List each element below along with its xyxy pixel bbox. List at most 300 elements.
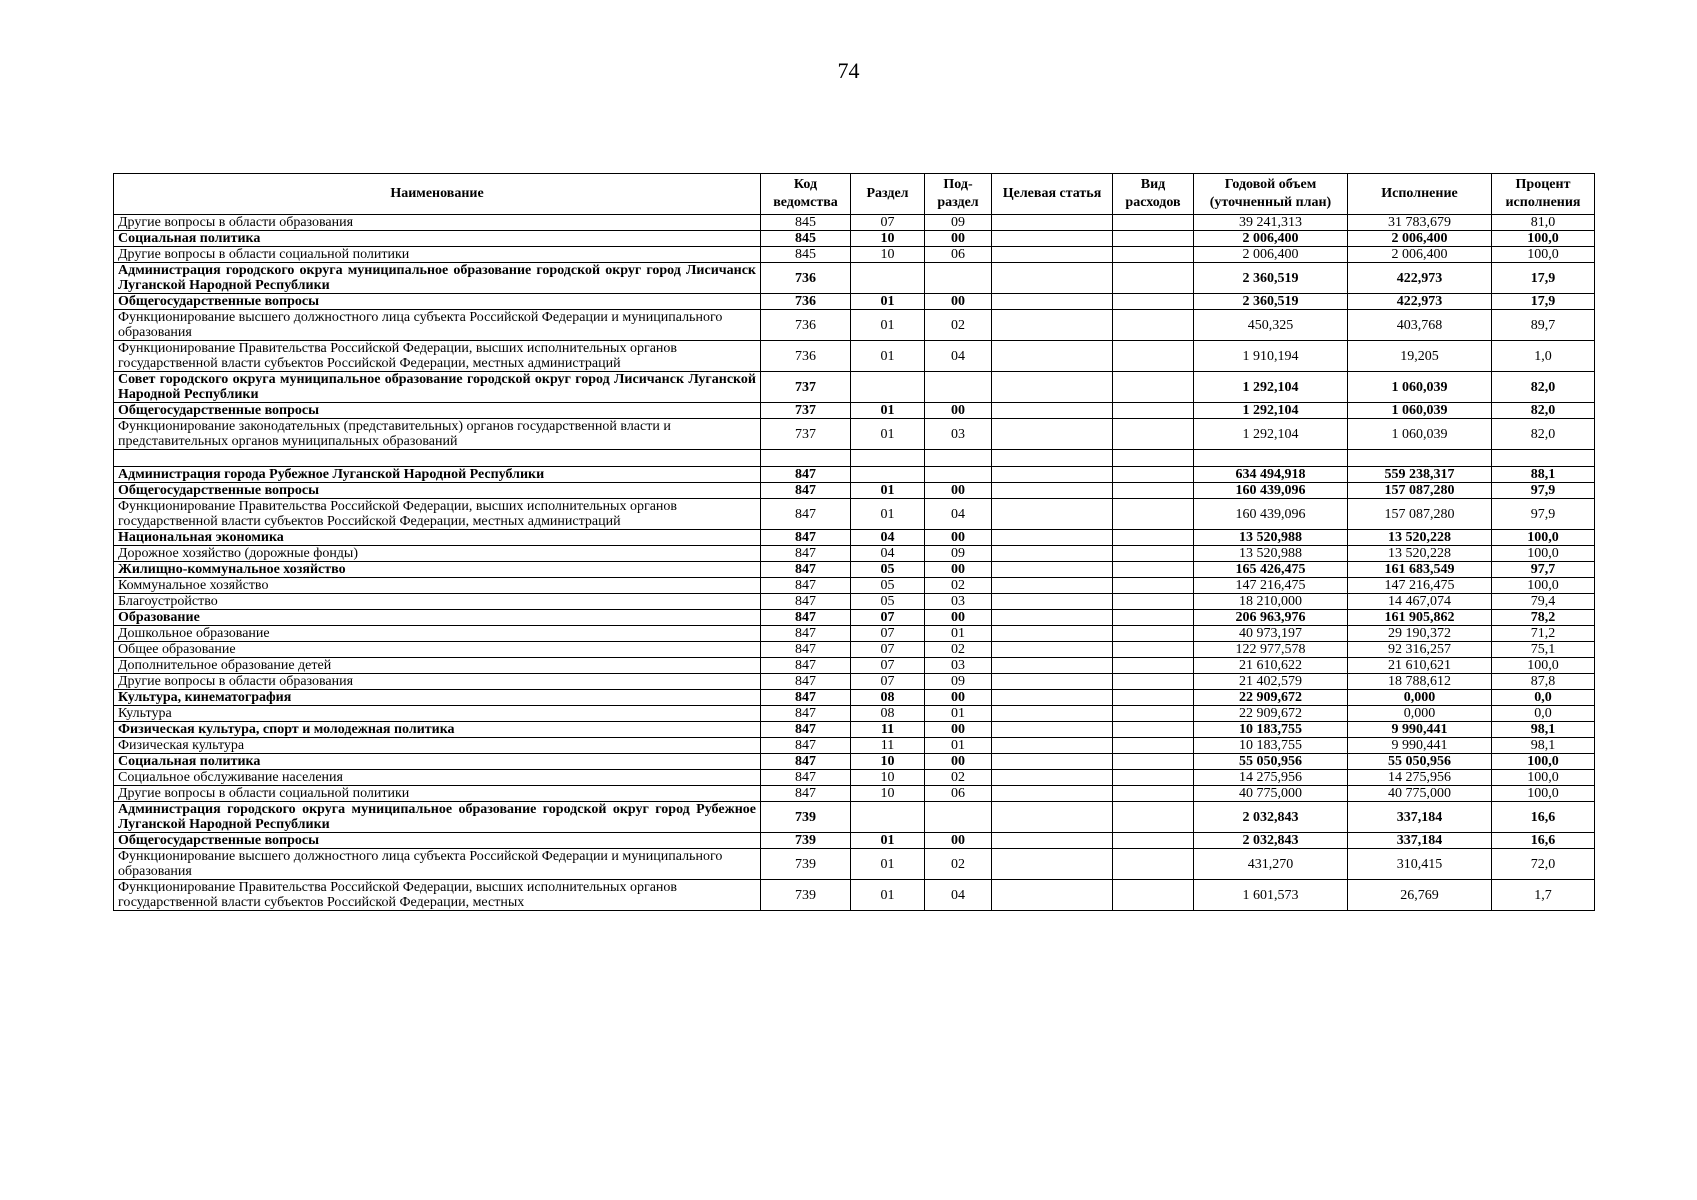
cell-kind: [1113, 546, 1194, 562]
cell-code: 847: [761, 770, 851, 786]
cell-section: 01: [851, 880, 925, 911]
cell-plan: 2 360,519: [1194, 294, 1348, 310]
cell-percent: 100,0: [1492, 247, 1595, 263]
cell-code: 736: [761, 341, 851, 372]
cell-target: [992, 294, 1113, 310]
header-exec: Исполнение: [1348, 174, 1492, 215]
cell-subsection: 03: [925, 419, 992, 450]
cell-name: Социальная политика: [114, 231, 761, 247]
cell-exec: 21 610,621: [1348, 658, 1492, 674]
cell-name: Дорожное хозяйство (дорожные фонды): [114, 546, 761, 562]
cell-exec: 9 990,441: [1348, 738, 1492, 754]
table-row: [114, 403, 1595, 419]
cell-target: [992, 706, 1113, 722]
cell-code: 847: [761, 722, 851, 738]
cell-exec: 147 216,475: [1348, 578, 1492, 594]
cell-percent: 98,1: [1492, 738, 1595, 754]
cell-percent: 89,7: [1492, 310, 1595, 341]
cell-exec: 1 060,039: [1348, 403, 1492, 419]
cell-kind: [1113, 849, 1194, 880]
cell-section: 04: [851, 546, 925, 562]
cell-name: Другие вопросы в области образования: [114, 674, 761, 690]
cell-code: 847: [761, 467, 851, 483]
cell-target: [992, 263, 1113, 294]
table-row: [114, 833, 1595, 849]
table-row: [114, 467, 1595, 483]
cell-name: Функционирование Правительства Российской Федерации, высших исполнительных органов государственной власти субъектов Российской Федерации, местных администраций: [114, 499, 761, 530]
cell-plan: 1 601,573: [1194, 880, 1348, 911]
cell-kind: [1113, 674, 1194, 690]
cell-exec: [1348, 450, 1492, 467]
cell-section: 07: [851, 626, 925, 642]
cell-code: 847: [761, 626, 851, 642]
cell-name: Дошкольное образование: [114, 626, 761, 642]
cell-percent: 100,0: [1492, 546, 1595, 562]
cell-exec: 1 060,039: [1348, 372, 1492, 403]
cell-target: [992, 674, 1113, 690]
cell-code: 847: [761, 562, 851, 578]
table-row: [114, 786, 1595, 802]
cell-plan: 122 977,578: [1194, 642, 1348, 658]
cell-plan: 21 610,622: [1194, 658, 1348, 674]
cell-target: [992, 372, 1113, 403]
cell-plan: 160 439,096: [1194, 483, 1348, 499]
cell-target: [992, 231, 1113, 247]
cell-percent: 1,7: [1492, 880, 1595, 911]
cell-name: Социальная политика: [114, 754, 761, 770]
cell-code: 737: [761, 403, 851, 419]
cell-section: 07: [851, 674, 925, 690]
cell-kind: [1113, 642, 1194, 658]
cell-plan: 1 910,194: [1194, 341, 1348, 372]
table-row: [114, 231, 1595, 247]
cell-kind: [1113, 372, 1194, 403]
cell-subsection: 01: [925, 706, 992, 722]
cell-target: [992, 802, 1113, 833]
cell-name: Другие вопросы в области социальной политики: [114, 786, 761, 802]
cell-kind: [1113, 341, 1194, 372]
cell-plan: 18 210,000: [1194, 594, 1348, 610]
cell-subsection: 00: [925, 294, 992, 310]
cell-percent: 100,0: [1492, 754, 1595, 770]
cell-section: 10: [851, 786, 925, 802]
cell-target: [992, 626, 1113, 642]
cell-subsection: [925, 450, 992, 467]
cell-target: [992, 483, 1113, 499]
cell-subsection: 00: [925, 754, 992, 770]
cell-section: 01: [851, 310, 925, 341]
cell-plan: 1 292,104: [1194, 403, 1348, 419]
cell-target: [992, 310, 1113, 341]
header-code: Код ведомства: [761, 174, 851, 215]
cell-name: Социальное обслуживание населения: [114, 770, 761, 786]
cell-subsection: 00: [925, 690, 992, 706]
cell-section: 01: [851, 341, 925, 372]
cell-percent: 82,0: [1492, 372, 1595, 403]
cell-section: [851, 467, 925, 483]
cell-target: [992, 546, 1113, 562]
cell-plan: 22 909,672: [1194, 690, 1348, 706]
cell-subsection: 01: [925, 626, 992, 642]
cell-plan: 431,270: [1194, 849, 1348, 880]
cell-name: Образование: [114, 610, 761, 626]
table-row: [114, 802, 1595, 833]
cell-percent: 17,9: [1492, 294, 1595, 310]
cell-name: Совет городского округа муниципальное образование городской округ город Лисичанск Луганской Народной Республики: [114, 372, 761, 403]
table-row: [114, 450, 1595, 467]
cell-percent: 100,0: [1492, 530, 1595, 546]
cell-exec: 161 905,862: [1348, 610, 1492, 626]
cell-subsection: 00: [925, 833, 992, 849]
cell-subsection: 00: [925, 530, 992, 546]
cell-target: [992, 341, 1113, 372]
cell-code: 736: [761, 263, 851, 294]
cell-name: Администрация городского округа муниципальное образование городской округ город Лисичанск Луганской Народной Республики: [114, 263, 761, 294]
cell-section: [851, 450, 925, 467]
cell-code: 847: [761, 578, 851, 594]
cell-section: [851, 802, 925, 833]
cell-exec: 31 783,679: [1348, 215, 1492, 231]
table-row: [114, 562, 1595, 578]
cell-plan: 13 520,988: [1194, 546, 1348, 562]
cell-code: 737: [761, 419, 851, 450]
cell-kind: [1113, 310, 1194, 341]
table-header-row: [114, 174, 1595, 215]
cell-subsection: 00: [925, 231, 992, 247]
cell-subsection: 02: [925, 642, 992, 658]
cell-subsection: 00: [925, 610, 992, 626]
cell-name: Функционирование законодательных (представительных) органов государственной власти и представительных органов муниципальных образований: [114, 419, 761, 450]
header-section: Раздел: [851, 174, 925, 215]
cell-name: Другие вопросы в области образования: [114, 215, 761, 231]
cell-percent: 100,0: [1492, 770, 1595, 786]
cell-kind: [1113, 626, 1194, 642]
cell-section: 07: [851, 610, 925, 626]
cell-percent: 75,1: [1492, 642, 1595, 658]
cell-percent: 82,0: [1492, 419, 1595, 450]
cell-kind: [1113, 594, 1194, 610]
cell-plan: 634 494,918: [1194, 467, 1348, 483]
cell-code: 847: [761, 706, 851, 722]
cell-section: [851, 263, 925, 294]
cell-code: 847: [761, 786, 851, 802]
cell-exec: 26,769: [1348, 880, 1492, 911]
cell-target: [992, 658, 1113, 674]
cell-name: Физическая культура: [114, 738, 761, 754]
cell-name: Общегосударственные вопросы: [114, 294, 761, 310]
cell-target: [992, 403, 1113, 419]
cell-code: 847: [761, 594, 851, 610]
cell-code: 739: [761, 849, 851, 880]
cell-exec: 157 087,280: [1348, 483, 1492, 499]
cell-section: 11: [851, 738, 925, 754]
cell-exec: 29 190,372: [1348, 626, 1492, 642]
cell-target: [992, 642, 1113, 658]
cell-plan: 10 183,755: [1194, 722, 1348, 738]
cell-kind: [1113, 754, 1194, 770]
table-row: [114, 263, 1595, 294]
cell-name: Благоустройство: [114, 594, 761, 610]
cell-kind: [1113, 722, 1194, 738]
cell-target: [992, 530, 1113, 546]
cell-code: 847: [761, 642, 851, 658]
cell-plan: 206 963,976: [1194, 610, 1348, 626]
cell-target: [992, 450, 1113, 467]
cell-exec: 40 775,000: [1348, 786, 1492, 802]
table-body: [114, 215, 1595, 911]
cell-target: [992, 610, 1113, 626]
cell-subsection: 01: [925, 738, 992, 754]
cell-name: [114, 450, 761, 467]
cell-kind: [1113, 706, 1194, 722]
table-row: [114, 294, 1595, 310]
cell-section: 08: [851, 690, 925, 706]
cell-plan: 450,325: [1194, 310, 1348, 341]
cell-exec: 0,000: [1348, 706, 1492, 722]
cell-kind: [1113, 610, 1194, 626]
cell-name: Национальная экономика: [114, 530, 761, 546]
cell-subsection: 00: [925, 483, 992, 499]
table-row: [114, 578, 1595, 594]
cell-section: 05: [851, 578, 925, 594]
cell-percent: 100,0: [1492, 578, 1595, 594]
cell-subsection: 03: [925, 594, 992, 610]
cell-section: 04: [851, 530, 925, 546]
budget-execution-table: [113, 173, 1595, 911]
cell-name: Функционирование высшего должностного лица субъекта Российской Федерации и муниципального образования: [114, 849, 761, 880]
cell-name: Дополнительное образование детей: [114, 658, 761, 674]
page-number: 74: [837, 58, 860, 83]
cell-code: 845: [761, 247, 851, 263]
cell-code: 847: [761, 690, 851, 706]
cell-section: 08: [851, 706, 925, 722]
cell-target: [992, 722, 1113, 738]
cell-target: [992, 849, 1113, 880]
header-percent: Процент исполнения: [1492, 174, 1595, 215]
cell-percent: 72,0: [1492, 849, 1595, 880]
table-row: [114, 738, 1595, 754]
cell-percent: 79,4: [1492, 594, 1595, 610]
cell-kind: [1113, 215, 1194, 231]
cell-kind: [1113, 450, 1194, 467]
cell-subsection: 02: [925, 578, 992, 594]
cell-plan: 22 909,672: [1194, 706, 1348, 722]
cell-target: [992, 880, 1113, 911]
cell-plan: 1 292,104: [1194, 419, 1348, 450]
cell-percent: 1,0: [1492, 341, 1595, 372]
cell-name: Культура, кинематография: [114, 690, 761, 706]
table-row: [114, 770, 1595, 786]
cell-plan: 21 402,579: [1194, 674, 1348, 690]
cell-name: Общегосударственные вопросы: [114, 833, 761, 849]
cell-kind: [1113, 770, 1194, 786]
cell-code: [761, 450, 851, 467]
cell-plan: 2 032,843: [1194, 802, 1348, 833]
cell-name: Функционирование Правительства Российской Федерации, высших исполнительных органов государственной власти субъектов Российской Федерации, местных администраций: [114, 341, 761, 372]
cell-exec: 19,205: [1348, 341, 1492, 372]
cell-target: [992, 690, 1113, 706]
cell-kind: [1113, 833, 1194, 849]
cell-exec: 0,000: [1348, 690, 1492, 706]
cell-kind: [1113, 419, 1194, 450]
cell-subsection: 09: [925, 546, 992, 562]
cell-subsection: 06: [925, 786, 992, 802]
cell-exec: 14 275,956: [1348, 770, 1492, 786]
cell-code: 847: [761, 738, 851, 754]
cell-target: [992, 562, 1113, 578]
cell-percent: 0,0: [1492, 706, 1595, 722]
cell-target: [992, 754, 1113, 770]
cell-section: 05: [851, 594, 925, 610]
cell-subsection: [925, 263, 992, 294]
cell-name: Жилищно-коммунальное хозяйство: [114, 562, 761, 578]
cell-kind: [1113, 294, 1194, 310]
cell-plan: [1194, 450, 1348, 467]
cell-section: 07: [851, 215, 925, 231]
cell-percent: 87,8: [1492, 674, 1595, 690]
cell-exec: 403,768: [1348, 310, 1492, 341]
cell-name: Общегосударственные вопросы: [114, 483, 761, 499]
cell-exec: 157 087,280: [1348, 499, 1492, 530]
cell-section: 01: [851, 419, 925, 450]
cell-kind: [1113, 499, 1194, 530]
cell-subsection: 06: [925, 247, 992, 263]
cell-kind: [1113, 530, 1194, 546]
header-kind: Вид расходов: [1113, 174, 1194, 215]
cell-plan: 40 973,197: [1194, 626, 1348, 642]
cell-plan: 55 050,956: [1194, 754, 1348, 770]
cell-name: Культура: [114, 706, 761, 722]
cell-section: 10: [851, 770, 925, 786]
cell-section: 01: [851, 833, 925, 849]
cell-code: 847: [761, 754, 851, 770]
cell-target: [992, 467, 1113, 483]
cell-kind: [1113, 247, 1194, 263]
table-row: [114, 626, 1595, 642]
cell-plan: 2 032,843: [1194, 833, 1348, 849]
cell-target: [992, 770, 1113, 786]
cell-name: Физическая культура, спорт и молодежная политика: [114, 722, 761, 738]
cell-percent: [1492, 450, 1595, 467]
cell-code: 847: [761, 658, 851, 674]
cell-percent: 100,0: [1492, 786, 1595, 802]
cell-plan: 39 241,313: [1194, 215, 1348, 231]
cell-plan: 147 216,475: [1194, 578, 1348, 594]
cell-percent: 78,2: [1492, 610, 1595, 626]
cell-code: 739: [761, 833, 851, 849]
cell-kind: [1113, 562, 1194, 578]
cell-exec: 55 050,956: [1348, 754, 1492, 770]
table-row: [114, 310, 1595, 341]
cell-subsection: 00: [925, 722, 992, 738]
cell-exec: 422,973: [1348, 263, 1492, 294]
cell-section: 11: [851, 722, 925, 738]
cell-subsection: 00: [925, 562, 992, 578]
cell-section: 07: [851, 642, 925, 658]
cell-code: 845: [761, 215, 851, 231]
cell-code: 847: [761, 499, 851, 530]
cell-name: Коммунальное хозяйство: [114, 578, 761, 594]
cell-code: 739: [761, 802, 851, 833]
table-row: [114, 642, 1595, 658]
cell-code: 736: [761, 310, 851, 341]
cell-percent: 97,9: [1492, 499, 1595, 530]
cell-subsection: 09: [925, 215, 992, 231]
cell-percent: 100,0: [1492, 231, 1595, 247]
cell-target: [992, 738, 1113, 754]
cell-exec: 161 683,549: [1348, 562, 1492, 578]
cell-exec: 2 006,400: [1348, 247, 1492, 263]
cell-subsection: 04: [925, 341, 992, 372]
cell-section: 05: [851, 562, 925, 578]
cell-plan: 2 006,400: [1194, 231, 1348, 247]
cell-subsection: [925, 372, 992, 403]
table-row: [114, 483, 1595, 499]
cell-percent: 16,6: [1492, 833, 1595, 849]
cell-code: 847: [761, 610, 851, 626]
cell-kind: [1113, 263, 1194, 294]
cell-code: 847: [761, 674, 851, 690]
cell-plan: 10 183,755: [1194, 738, 1348, 754]
table-row: [114, 594, 1595, 610]
cell-subsection: 09: [925, 674, 992, 690]
cell-exec: 9 990,441: [1348, 722, 1492, 738]
cell-subsection: [925, 467, 992, 483]
table-row: [114, 610, 1595, 626]
cell-section: 01: [851, 403, 925, 419]
cell-name: Общее образование: [114, 642, 761, 658]
cell-kind: [1113, 231, 1194, 247]
table-row: [114, 658, 1595, 674]
header-plan: Годовой объем (уточненный план): [1194, 174, 1348, 215]
cell-plan: 13 520,988: [1194, 530, 1348, 546]
cell-exec: 559 238,317: [1348, 467, 1492, 483]
table-row: [114, 215, 1595, 231]
cell-exec: 18 788,612: [1348, 674, 1492, 690]
table-row: [114, 722, 1595, 738]
cell-plan: 2 360,519: [1194, 263, 1348, 294]
cell-exec: 337,184: [1348, 802, 1492, 833]
cell-plan: 40 775,000: [1194, 786, 1348, 802]
cell-section: 01: [851, 499, 925, 530]
cell-code: 737: [761, 372, 851, 403]
cell-plan: 14 275,956: [1194, 770, 1348, 786]
cell-percent: 71,2: [1492, 626, 1595, 642]
cell-kind: [1113, 802, 1194, 833]
cell-kind: [1113, 786, 1194, 802]
cell-target: [992, 419, 1113, 450]
cell-subsection: [925, 802, 992, 833]
cell-percent: 16,6: [1492, 802, 1595, 833]
table-row: [114, 247, 1595, 263]
cell-subsection: 00: [925, 403, 992, 419]
cell-exec: 14 467,074: [1348, 594, 1492, 610]
cell-code: 845: [761, 231, 851, 247]
cell-kind: [1113, 658, 1194, 674]
cell-exec: 337,184: [1348, 833, 1492, 849]
cell-kind: [1113, 578, 1194, 594]
table-row: [114, 372, 1595, 403]
table-row: [114, 849, 1595, 880]
cell-code: 739: [761, 880, 851, 911]
cell-subsection: 02: [925, 849, 992, 880]
cell-percent: 81,0: [1492, 215, 1595, 231]
cell-plan: 160 439,096: [1194, 499, 1348, 530]
cell-plan: 1 292,104: [1194, 372, 1348, 403]
table-row: [114, 499, 1595, 530]
cell-exec: 1 060,039: [1348, 419, 1492, 450]
table-row: [114, 341, 1595, 372]
